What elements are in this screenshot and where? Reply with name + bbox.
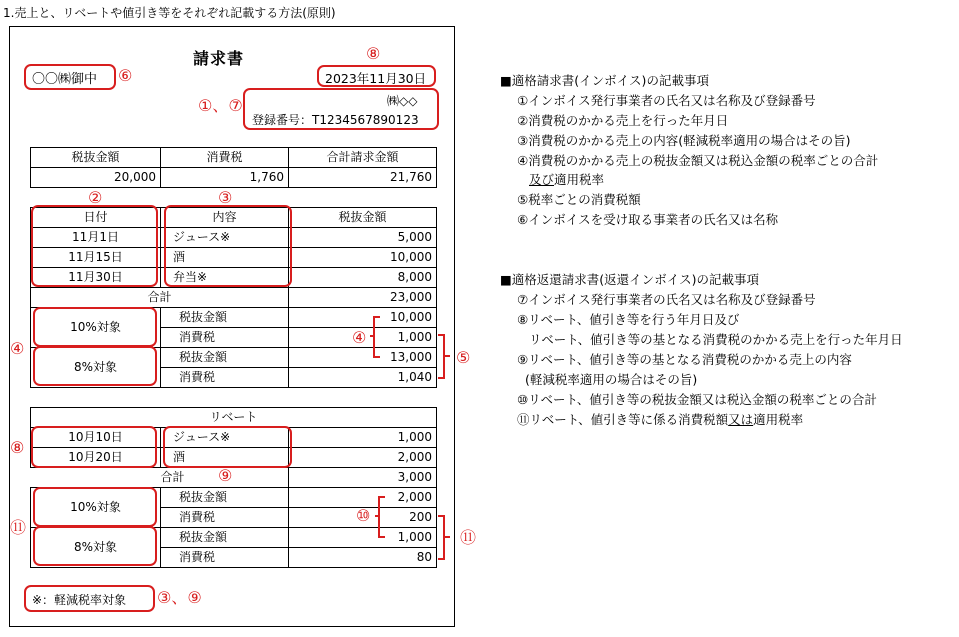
marker-5: ⑤ (456, 348, 471, 367)
sales-tax-bracket (438, 334, 452, 379)
marker-8-date: ⑧ (366, 44, 381, 63)
return-invoice-requirements-title: ■適格返還請求書(返還インボイス)の記載事項 (500, 272, 759, 287)
return-requirement-11-rate: 適用税率 (753, 412, 804, 427)
footnote: ※：軽減税率対象 (32, 593, 127, 607)
sales-total-label: 合計 (31, 288, 289, 308)
return-requirement-7: ⑦インボイス発行事業者の氏名又は名称及び登録番号 (517, 292, 816, 307)
rebate-rate-10: 10%対象 (31, 488, 161, 528)
sales-date: 11月30日 (31, 268, 161, 288)
sales-date: 11月1日 (31, 228, 161, 248)
rebate-rate-10-net: 2,000 (289, 488, 437, 508)
marker-10: ⑩ (356, 506, 371, 525)
rebate-rate-10-highlight (33, 487, 157, 527)
sales-item: 弁当※ (161, 268, 289, 288)
rebate-total: 3,000 (289, 468, 437, 488)
sales-amount: 5,000 (289, 228, 437, 248)
return-requirement-8: ⑧リベート、値引き等を行う年月日及び (517, 312, 740, 327)
rebate-rate-8-net-label: 税抜金額 (161, 528, 289, 548)
marker-6: ⑥ (118, 66, 133, 85)
marker-11-left: ⑪ (10, 518, 27, 537)
return-requirement-11-text: ⑪リベート、値引き等に係る消費税額 (517, 412, 729, 427)
invoice-requirement-4-cont (529, 170, 604, 188)
summary-total: 21,760 (289, 168, 437, 188)
marker-2: ② (88, 188, 103, 207)
marker-1-7: ①、⑦ (198, 96, 243, 115)
marker-11-right: ⑪ (460, 528, 477, 547)
invoice-requirement-3: ③消費税のかかる売上の内容(軽減税率適用の場合はその旨) (517, 133, 851, 148)
sales-rate-8: 8%対象 (31, 348, 161, 388)
page-heading: 1.売上と、リベートや値引き等をそれぞれ記載する方法(原則) (3, 6, 336, 20)
marker-4-bracket: ④ (352, 328, 367, 347)
invoice-requirement-2: ②消費税のかかる売上を行った年月日 (517, 113, 729, 128)
issuer-name: ㈱◇◇ (387, 94, 418, 108)
rebate-date-highlight (31, 426, 157, 468)
marker-8-rebate: ⑧ (10, 438, 25, 457)
sales-rate-8-net-label: 税抜金額 (161, 348, 289, 368)
rebate-rate-8-tax-label: 消費税 (161, 548, 289, 568)
invoice-requirement-1: ①インボイス発行事業者の氏名又は名称及び登録番号 (517, 93, 816, 108)
sales-item: 酒 (161, 248, 289, 268)
sales-rate-8-tax-label: 消費税 (161, 368, 289, 388)
sales-item-highlight (164, 205, 292, 287)
sales-rate-10-tax-label: 消費税 (161, 328, 289, 348)
invoice-date: 2023年11月30日 (325, 71, 427, 86)
rebate-rate-10-net-label: 税抜金額 (161, 488, 289, 508)
return-requirement-10: ⑩リベート、値引き等の税抜金額又は税込金額の税率ごとの合計 (517, 392, 877, 407)
summary-table (30, 147, 437, 188)
sales-total: 23,000 (289, 288, 437, 308)
sales-header-item: 内容 (161, 208, 289, 228)
rebate-amount: 1,000 (289, 428, 437, 448)
sales-date: 11月15日 (31, 248, 161, 268)
sales-amount: 10,000 (289, 248, 437, 268)
rebate-item: ジュース※ (161, 428, 289, 448)
sales-date-highlight (31, 205, 158, 287)
rebate-date: 10月20日 (31, 448, 161, 468)
applied-rate: 適用税率 (554, 172, 605, 187)
rebate-amount: 2,000 (289, 448, 437, 468)
rebate-rate-bracket (375, 496, 387, 538)
marker-3-9: ③、⑨ (157, 588, 202, 607)
rebate-rate-10-tax-label: 消費税 (161, 508, 289, 528)
sales-rate-10-net-label: 税抜金額 (161, 308, 289, 328)
rebate-rate-8-highlight (33, 526, 157, 566)
invoice-requirement-5: ⑤税率ごとの消費税額 (517, 192, 641, 207)
underlined-and: 及び (529, 172, 555, 187)
rebate-rate-10-tax: 200 (289, 508, 437, 528)
summary-tax: 1,760 (161, 168, 289, 188)
sales-rate-bracket (370, 316, 382, 358)
sales-rate-10-highlight (33, 307, 157, 347)
return-requirement-9-cont: (軽減税率適用の場合はその旨) (525, 372, 698, 387)
summary-net: 20,000 (31, 168, 161, 188)
invoice-requirement-6: ⑥インボイスを受け取る事業者の氏名又は名称 (517, 212, 779, 227)
registration-number: 登録番号：T1234567890123 (252, 113, 419, 127)
sales-rate-8-tax: 1,040 (289, 368, 437, 388)
summary-header-net: 税抜金額 (31, 148, 161, 168)
sales-item: ジュース※ (161, 228, 289, 248)
sales-rate-10-net: 10,000 (289, 308, 437, 328)
rebate-tax-bracket (438, 515, 452, 560)
sales-rate-10-tax: 1,000 (289, 328, 437, 348)
rebate-rate-8-tax: 80 (289, 548, 437, 568)
rebate-item: 酒 (161, 448, 289, 468)
invoice-requirements-title: ■適格請求書(インボイス)の記載事項 (500, 73, 709, 88)
sales-header-amount: 税抜金額 (289, 208, 437, 228)
marker-3: ③ (218, 188, 233, 207)
return-requirement-8-cont: リベート、値引き等の基となる消費税のかかる売上を行った年月日 (529, 332, 903, 347)
invoice-title: 請求書 (193, 49, 245, 68)
return-requirement-11 (517, 410, 803, 428)
rebate-total-label: 合計 (161, 468, 289, 488)
sales-rate-10: 10%対象 (31, 308, 161, 348)
sales-rate-8-net: 13,000 (289, 348, 437, 368)
return-requirement-9: ⑨リベート、値引き等の基となる消費税のかかる売上の内容 (517, 352, 852, 367)
rebate-item-highlight (163, 426, 292, 468)
sales-header-date: 日付 (31, 208, 161, 228)
marker-4-left: ④ (10, 339, 25, 358)
invoice-requirement-4: ④消費税のかかる売上の税抜金額又は税込金額の税率ごとの合計 (517, 153, 879, 168)
rebate-rate-8-net: 1,000 (289, 528, 437, 548)
rebate-header: リベート (31, 408, 437, 428)
marker-9: ⑨ (218, 466, 233, 485)
summary-header-total: 合計請求金額 (289, 148, 437, 168)
rebate-rate-8: 8%対象 (31, 528, 161, 568)
sales-amount: 8,000 (289, 268, 437, 288)
sales-rate-8-highlight (33, 346, 157, 386)
rebate-date: 10月10日 (31, 428, 161, 448)
recipient-name: 〇〇㈱御中 (32, 72, 98, 87)
summary-header-tax: 消費税 (161, 148, 289, 168)
underlined-or: 又は (728, 412, 754, 427)
